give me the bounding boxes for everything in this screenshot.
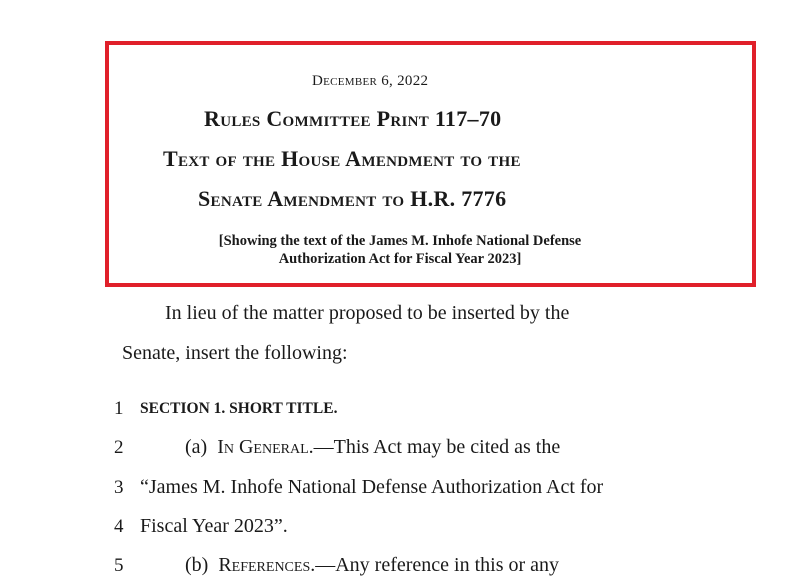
title-line-2: Text of the House Amendment to the bbox=[163, 146, 521, 171]
subsection-text: —Any reference in this or any bbox=[315, 554, 560, 576]
subsection-text: —This Act may be cited as the bbox=[313, 436, 561, 458]
bracket-note bbox=[150, 232, 650, 268]
line-number: 1 bbox=[114, 398, 124, 419]
title-line-1: Rules Committee Print 117–70 bbox=[204, 106, 502, 131]
subsection-label: (a) bbox=[185, 436, 208, 458]
line-number: 2 bbox=[114, 437, 124, 458]
text-line-4: Fiscal Year 2023”. bbox=[140, 515, 288, 537]
print-date: December 6, 2022 bbox=[312, 73, 429, 89]
section-heading: SECTION 1. SHORT TITLE. bbox=[140, 400, 338, 417]
text-line-3: “James M. Inhofe National Defense Authorization Act for bbox=[140, 476, 604, 498]
subsection-heading: In General. bbox=[217, 436, 314, 458]
title-line-3: Senate Amendment to H.R. 7776 bbox=[198, 186, 507, 211]
intro-line-1: In lieu of the matter proposed to be inserted by the bbox=[165, 302, 570, 324]
subsection-heading: References. bbox=[218, 554, 316, 576]
bracket-note-line-1: [Showing the text of the James M. Inhofe National Defense bbox=[218, 233, 582, 249]
bracket-note-line-2: Authorization Act for Fiscal Year 2023] bbox=[278, 251, 522, 267]
subsection-label: (b) bbox=[185, 554, 209, 576]
line-number: 3 bbox=[114, 477, 124, 498]
line-number: 4 bbox=[114, 516, 124, 537]
line-number: 5 bbox=[114, 555, 124, 576]
subsection-b-line bbox=[185, 554, 559, 577]
intro-line-2: Senate, insert the following: bbox=[122, 342, 348, 364]
subsection-a-line bbox=[185, 436, 560, 459]
